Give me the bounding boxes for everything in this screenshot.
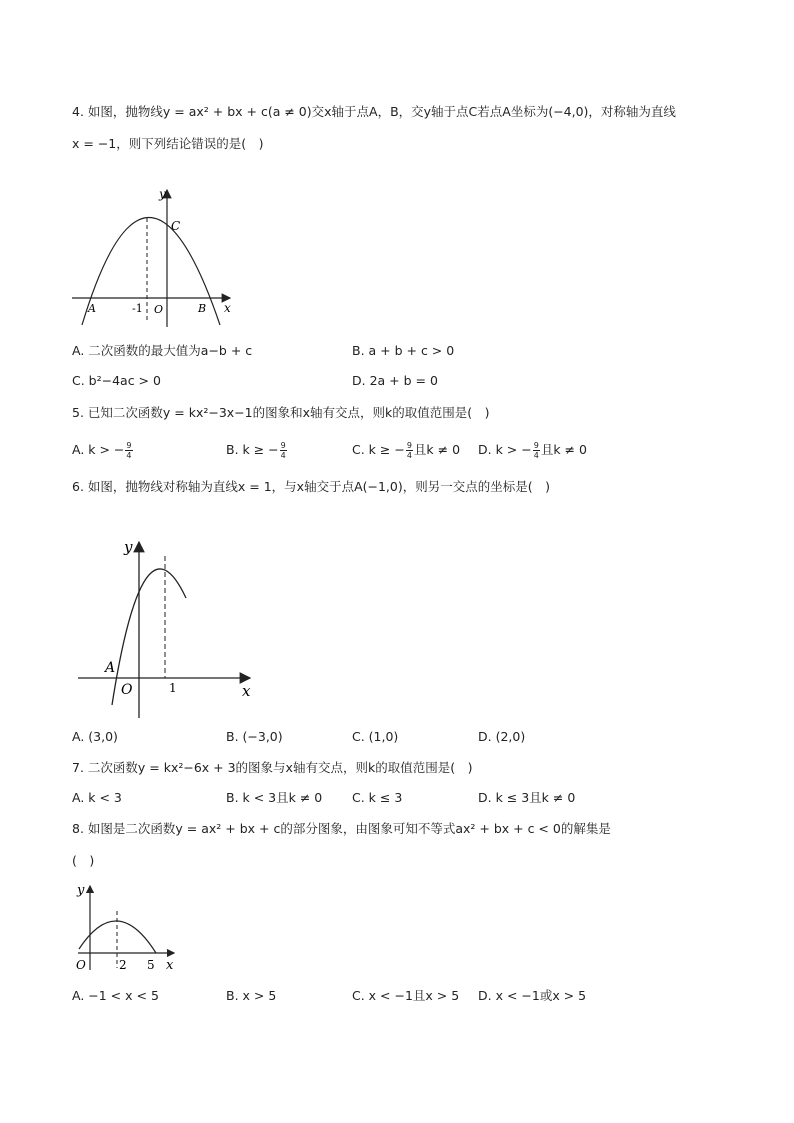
q5-option-d-fraction	[533, 441, 540, 460]
denominator: 4	[126, 451, 132, 460]
q5-option-c[interactable]	[352, 441, 460, 460]
q8-parabola-figure	[70, 880, 185, 975]
q4-option-b[interactable]: B. a + b + c > 0	[352, 343, 455, 358]
q8-option-c[interactable]: C. x < −1且x > 5	[352, 988, 460, 1003]
q6-option-c[interactable]: C. (1,0)	[352, 729, 399, 744]
q5-option-a[interactable]	[72, 441, 133, 460]
q7-option-d[interactable]: D. k ≤ 3且k ≠ 0	[478, 790, 576, 805]
origin-label: O	[76, 958, 86, 972]
q4-stem-line1: 4. 如图，抛物线y = ax² + bx + c(a ≠ 0)交x轴于点A，B，交y轴于点C若点A坐标为(−4,0)，对称轴为直线	[72, 104, 676, 119]
q7-stem: 7. 二次函数y = kx²−6x + 3的图象与x轴有交点，则k的取值范围是( )	[72, 760, 473, 775]
point-c-label: C	[171, 219, 181, 233]
q5-option-d[interactable]	[478, 441, 587, 460]
q7-option-a[interactable]: A. k < 3	[72, 790, 122, 805]
point-a-label: A	[88, 302, 96, 315]
x-label: x	[224, 301, 231, 315]
q5-option-d-suffix: 且k ≠ 0	[540, 442, 587, 457]
x-label: x	[242, 682, 251, 700]
q6-stem: 6. 如图，抛物线对称轴为直线x = 1，与x轴交于点A(−1,0)，则另一交点的坐标是( )	[72, 479, 550, 494]
q4-option-a[interactable]: A. 二次函数的最大值为a−b + c	[72, 343, 253, 358]
q5-stem: 5. 已知二次函数y = kx²−3x−1的图象和x轴有交点，则k的取值范围是( )	[72, 405, 490, 420]
tick-1-label: 1	[169, 681, 177, 695]
q8-stem-line1: 8. 如图是二次函数y = ax² + bx + c的部分图象，由图象可知不等式ax² + bx + c < 0的解集是	[72, 821, 611, 836]
numerator: 9	[126, 441, 132, 450]
q4-option-d[interactable]: D. 2a + b = 0	[352, 373, 438, 388]
q5-option-c-text: C. k ≥ −	[352, 442, 405, 457]
tick-2-label: 2	[119, 958, 127, 972]
y-label: y	[124, 538, 133, 556]
denominator: 4	[406, 451, 412, 460]
q7-option-b[interactable]: B. k < 3且k ≠ 0	[226, 790, 323, 805]
tick-neg1-label: -1	[132, 302, 143, 315]
origin-label: O	[154, 303, 164, 316]
q4-option-c[interactable]: C. b²−4ac > 0	[72, 373, 161, 388]
point-b-label: B	[198, 302, 207, 315]
numerator: 9	[406, 441, 412, 450]
denominator: 4	[533, 451, 539, 460]
y-label: y	[159, 187, 166, 201]
q5-option-c-fraction	[406, 441, 413, 460]
q8-option-a[interactable]: A. −1 < x < 5	[72, 988, 159, 1003]
y-label: y	[77, 883, 85, 898]
q5-option-b[interactable]	[226, 441, 287, 460]
tick-5-label: 5	[147, 958, 155, 972]
q8-stem-line2: ( )	[72, 853, 95, 868]
q6-option-b[interactable]: B. (−3,0)	[226, 729, 283, 744]
q5-option-c-suffix: 且k ≠ 0	[413, 442, 461, 457]
origin-label: O	[121, 682, 133, 698]
q7-option-c[interactable]: C. k ≤ 3	[352, 790, 403, 805]
x-label: x	[166, 958, 174, 973]
q5-option-d-text: D. k > −	[478, 442, 532, 457]
q4-stem-line2: x = −1，则下列结论错误的是( )	[72, 136, 264, 151]
point-a-label: A	[105, 660, 116, 676]
q5-option-a-fraction	[125, 441, 132, 460]
denominator: 4	[280, 451, 286, 460]
q5-option-b-fraction	[280, 441, 287, 460]
q8-option-b[interactable]: B. x > 5	[226, 988, 277, 1003]
q6-option-d[interactable]: D. (2,0)	[478, 729, 526, 744]
numerator: 9	[533, 441, 539, 450]
q4-parabola-figure	[70, 182, 240, 332]
q5-option-a-text: A. k > −	[72, 442, 125, 457]
q6-parabola-figure	[72, 532, 262, 722]
numerator: 9	[280, 441, 286, 450]
q6-option-a[interactable]: A. (3,0)	[72, 729, 118, 744]
q5-option-b-text: B. k ≥ −	[226, 442, 279, 457]
q8-option-d[interactable]: D. x < −1或x > 5	[478, 988, 587, 1003]
